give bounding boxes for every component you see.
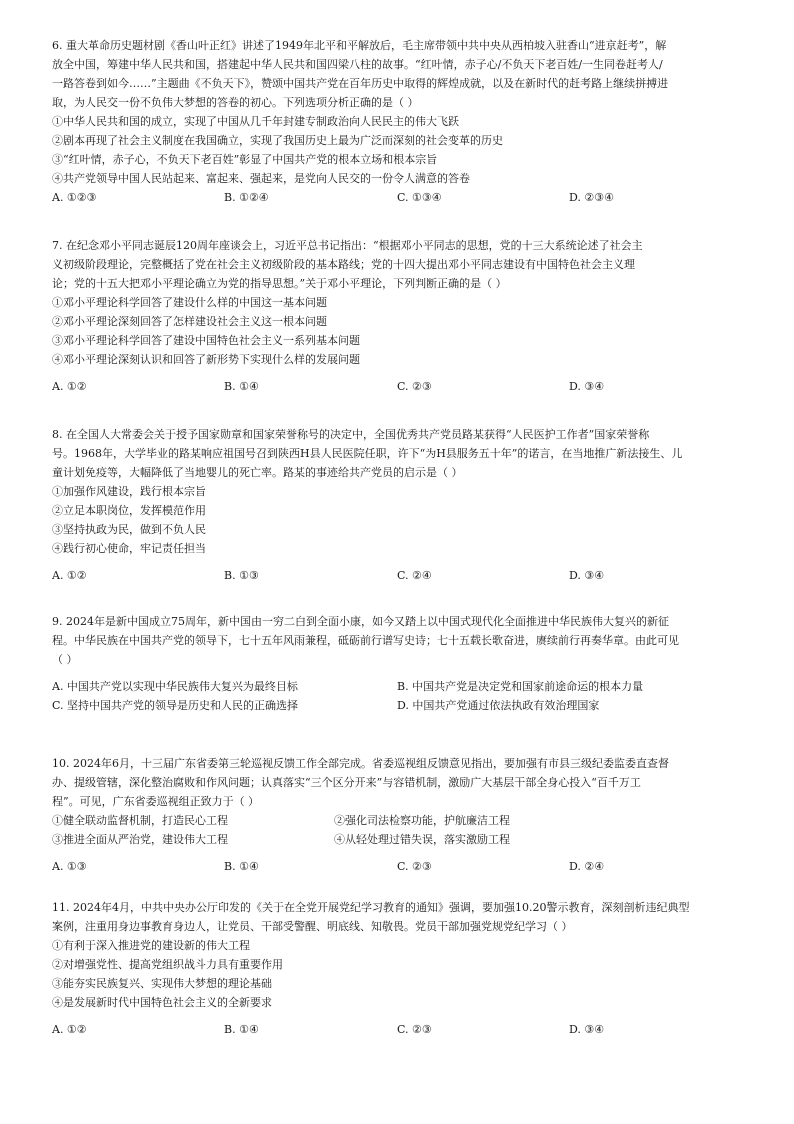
question-11-stem-line: 案例，注重用身边事教育身边人，让党员、干部受警醒、明底线、知敬畏。党员干部加强党规党纪学习（ ） xyxy=(52,920,573,933)
question-7-statement-4: ④邓小平理论深刻认识和回答了新形势下实现什么样的发展问题 xyxy=(52,353,360,366)
question-8-option-a[interactable]: A. ①② xyxy=(52,569,87,582)
question-9-option-d[interactable]: D. 中国共产党通过依法执政有效治理国家 xyxy=(397,699,600,712)
question-6-option-b[interactable]: B. ①②④ xyxy=(224,191,269,204)
question-10 xyxy=(52,754,742,876)
question-7-option-d[interactable]: D. ③④ xyxy=(569,380,605,393)
question-10-statements-row-2 xyxy=(52,830,742,849)
question-8-statement-3: ③坚持执政为民，做到不负人民 xyxy=(52,523,206,536)
question-9-option-c[interactable]: C. 坚持中国共产党的领导是历史和人民的正确选择 xyxy=(52,699,299,712)
question-7-option-b[interactable]: B. ①④ xyxy=(224,380,259,393)
question-6-statement-3: ③“红叶情，赤子心，不负天下老百姓”彰显了中国共产党的根本立场和根本宗旨 xyxy=(52,153,438,166)
question-8-stem-line: 8. 在全国人大常委会关于授予国家勋章和国家荣誉称号的决定中，全国优秀共产党员路某获得“人民医护工作者”国家荣誉称 xyxy=(52,428,650,441)
question-6-stem-line: 放全中国，筹建中华人民共和国，搭建起中华人民共和国四梁八柱的故事。“红叶情，赤子心/不负天下老百姓/一生同卷赶考人/ xyxy=(52,58,663,71)
question-8-stem-line: 童计划免疫等，大幅降低了当地婴儿的死亡率。路某的事迹给共产党员的启示是（ ） xyxy=(52,466,463,479)
question-7-statement-2: ②邓小平理论深刻回答了怎样建设社会主义这一根本问题 xyxy=(52,315,327,328)
question-10-option-b[interactable]: B. ①④ xyxy=(224,860,259,873)
question-11-stem-line: 11. 2024年4月，中共中央办公厅印发的《关于在全党开展党纪学习教育的通知》强调，要加强10.20警示教育，深刻剖析违纪典型 xyxy=(52,901,690,914)
question-11-option-c[interactable]: C. ②③ xyxy=(397,1023,432,1036)
question-10-stem-line: 程”。可见，广东省委巡视组正致力于（ ） xyxy=(52,795,260,808)
question-10-option-d[interactable]: D. ②④ xyxy=(569,860,605,873)
question-6-statement-2: ②剧本再现了社会主义制度在我国确立，实现了我国历史上最为广泛而深刻的社会变革的历史 xyxy=(52,134,503,147)
question-8-options xyxy=(52,566,742,585)
question-7-options xyxy=(52,377,742,396)
question-7-statement-1: ①邓小平理论科学回答了建设什么样的中国这一基本问题 xyxy=(52,296,327,309)
question-6-option-a[interactable]: A. ①②③ xyxy=(52,191,97,204)
question-9-stem-line: 9. 2024年是新中国成立75周年，新中国由一穷二白到全面小康，如今又踏上以中国式现代化全面推进中华民族伟大复兴的新征 xyxy=(52,615,669,628)
question-11-option-b[interactable]: B. ①④ xyxy=(224,1023,259,1036)
question-11-option-d[interactable]: D. ③④ xyxy=(569,1023,605,1036)
question-8-option-c[interactable]: C. ②④ xyxy=(397,569,432,582)
question-8-statement-4: ④践行初心使命，牢记责任担当 xyxy=(52,542,206,555)
question-10-statement-3: ③推进全面从严治党，建设伟大工程 xyxy=(52,833,228,846)
question-10-option-c[interactable]: C. ②③ xyxy=(397,860,432,873)
question-8-option-d[interactable]: D. ③④ xyxy=(569,569,605,582)
question-9-stem-line: （ ） xyxy=(52,653,78,666)
question-9-stem-line: 程。中华民族在中国共产党的领导下，七十五年风雨兼程，砥砺前行谱写史诗；七十五载长歌奋进，赓续前行再奏华章。由此可见 xyxy=(52,634,679,647)
question-8-stem-line: 号。1968年，大学毕业的路某响应祖国号召到陕西H县人民医院任职，许下“为H县服务五十年”的诺言，在当地推广新法接生、儿 xyxy=(52,447,683,460)
question-10-stem-line: 办、提级管辖，深化整治腐败和作风问题；认真落实“三个区分开来”与容错机制，激励广大基层干部全身心投入“百千万工 xyxy=(52,776,641,789)
question-9-options-row-2 xyxy=(52,696,742,715)
question-7-stem-line: 7. 在纪念邓小平同志诞辰120周年座谈会上，习近平总书记指出：“根据邓小平同志的思想，党的十三大系统论述了社会主 xyxy=(52,239,643,252)
question-6-options xyxy=(52,188,742,207)
question-10-options xyxy=(52,857,742,876)
question-10-statement-1: ①健全联动监督机制，打造民心工程 xyxy=(52,814,228,827)
question-10-statement-2: ②强化司法检察功能，护航廉洁工程 xyxy=(334,814,510,827)
question-6-stem-line: 6. 重大革命历史题材剧《香山叶正红》讲述了1949年北平和平解放后，毛主席带领中共中央从西柏坡入驻香山“进京赶考”，解 xyxy=(52,39,667,52)
question-9 xyxy=(52,612,742,715)
question-11-options xyxy=(52,1020,742,1039)
question-10-statement-4: ④从轻处理过错失误，落实激励工程 xyxy=(334,833,510,846)
question-6-stem-line: 取，为人民交一份不负伟大梦想的答卷的初心。下列选项分析正确的是（ ） xyxy=(52,96,419,109)
question-11-statement-2: ②对增强党性、提高党组织战斗力具有重要作用 xyxy=(52,958,283,971)
question-7-option-c[interactable]: C. ②③ xyxy=(397,380,432,393)
question-6-option-c[interactable]: C. ①③④ xyxy=(397,191,442,204)
question-6-statement-4: ④共产党领导中国人民站起来、富起来、强起来，是党向人民交的一份令人满意的答卷 xyxy=(52,172,470,185)
question-6-statement-1: ①中华人民共和国的成立，实现了中国从几千年封建专制政治向人民民主的伟大飞跃 xyxy=(52,115,459,128)
question-11-statement-4: ④是发展新时代中国特色社会主义的全新要求 xyxy=(52,996,272,1009)
question-7-stem-line: 论；党的十五大把邓小平理论确立为党的指导思想。”关于邓小平理论，下列判断正确的是（ ） xyxy=(52,277,507,290)
question-10-stem-line: 10. 2024年6月，十三届广东省委第三轮巡视反馈工作全部完成。省委巡视组反馈意见指出，要加强有市县三级纪委监委直查督 xyxy=(52,757,669,770)
question-6 xyxy=(52,36,742,207)
question-8-statement-1: ①加强作风建设，践行根本宗旨 xyxy=(52,485,206,498)
question-8-statement-2: ②立足本职岗位，发挥模范作用 xyxy=(52,504,206,517)
question-9-options-row-1 xyxy=(52,677,742,696)
question-6-option-d[interactable]: D. ②③④ xyxy=(569,191,615,204)
question-9-option-a[interactable]: A. 中国共产党以实现中华民族伟大复兴为最终目标 xyxy=(52,680,298,693)
question-10-statements-row-1 xyxy=(52,811,742,830)
question-7-stem-line: 义初级阶段理论，完整概括了党在社会主义初级阶段的基本路线；党的十四大提出邓小平同志建设有中国特色社会主义理 xyxy=(52,258,635,271)
question-8 xyxy=(52,425,742,585)
question-11-option-a[interactable]: A. ①② xyxy=(52,1023,87,1036)
question-7-option-a[interactable]: A. ①② xyxy=(52,380,87,393)
question-10-option-a[interactable]: A. ①③ xyxy=(52,860,87,873)
question-7-statement-3: ③邓小平理论科学回答了建设中国特色社会主义一系列基本问题 xyxy=(52,334,360,347)
question-11 xyxy=(52,898,742,1039)
question-8-option-b[interactable]: B. ①③ xyxy=(224,569,259,582)
question-6-stem-line: 一路答卷到如今……”主题曲《不负天下》，赞颂中国共产党在百年历史中取得的辉煌成就，以及在新时代的赶考路上继续拼搏进 xyxy=(52,77,669,90)
question-11-statement-3: ③能夯实民族复兴、实现伟大梦想的理论基础 xyxy=(52,977,272,990)
question-7 xyxy=(52,236,742,396)
question-9-option-b[interactable]: B. 中国共产党是决定党和国家前途命运的根本力量 xyxy=(397,680,644,693)
question-11-statement-1: ①有利于深入推进党的建设新的伟大工程 xyxy=(52,939,250,952)
